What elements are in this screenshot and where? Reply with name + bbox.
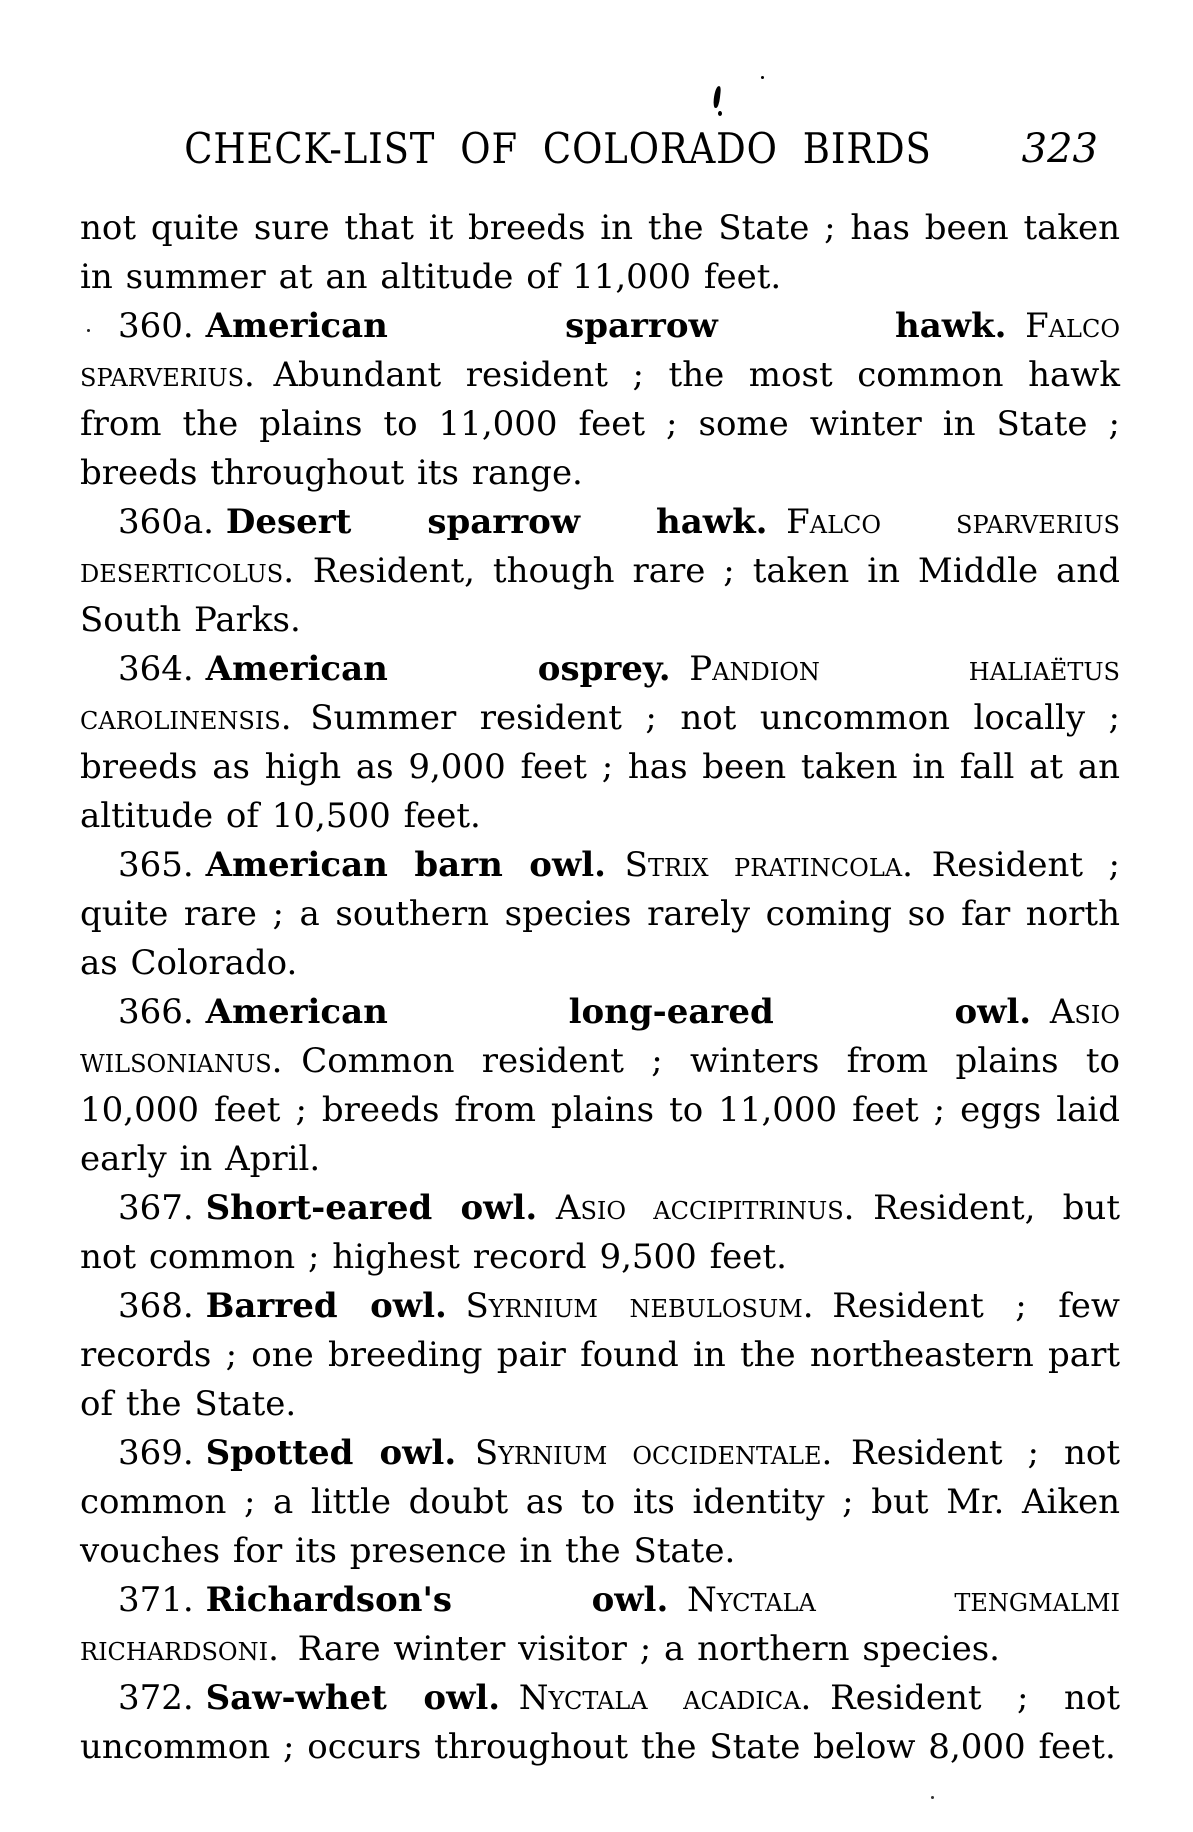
bird-entry xyxy=(80,1429,1120,1576)
entry-number: 366. xyxy=(118,992,194,1032)
entry-common-name: Desert sparrow hawk. xyxy=(225,502,768,542)
entry-description: Resident, but not common ; highest record 9,500 feet. xyxy=(80,1188,1120,1277)
entry-description: Resident ; not uncommon ; occurs throughout the State below 8,000 feet. xyxy=(80,1678,1121,1767)
entry-common-name: Barred owl. xyxy=(205,1286,447,1326)
entry-description: Common resident ; winters from plains to 10,000 feet ; breeds from plains to 11,000 feet ; eggs laid early in April. xyxy=(80,1041,1120,1179)
entry-description: Resident ; few records ; one breeding pair found in the northeastern part of the State. xyxy=(80,1286,1120,1424)
entry-common-name: Spotted owl. xyxy=(205,1433,457,1473)
entry-common-name: American sparrow hawk. xyxy=(205,306,1007,346)
entry-scientific-name: Nyctala acadica. xyxy=(518,1678,812,1718)
entry-number: 367. xyxy=(118,1188,194,1228)
entry-description: Summer resident ; not uncommon locally ; breeds as high as 9,000 feet ; has been taken in fall at an altitude of 10,500 feet. xyxy=(80,698,1120,836)
entry-number: 364. xyxy=(118,649,194,689)
entry-description: Resident, though rare ; taken in Middle and South Parks. xyxy=(80,551,1120,640)
entry-scientific-name: Nyctala tengmalmi richardsoni. xyxy=(80,1580,1120,1669)
entry-description: Abundant resident ; the most common hawk from the plains to 11,000 feet ; some winter in State ; breeds throughout its range. xyxy=(80,355,1120,493)
entry-common-name: Richardson's owl. xyxy=(205,1580,669,1620)
bird-entry xyxy=(80,1576,1120,1674)
entry-common-name: Saw-whet owl. xyxy=(205,1678,501,1718)
entry-scientific-name: Strix pratincola. xyxy=(624,845,913,885)
page-number: 323 xyxy=(1021,126,1098,172)
entry-number: 365. xyxy=(118,845,194,885)
entry-scientific-name: Asio wilsonianus. xyxy=(80,992,1120,1081)
bird-entry xyxy=(80,302,1120,498)
scan-noise-dot xyxy=(931,1796,934,1799)
bird-entry xyxy=(80,1184,1120,1282)
bird-entry xyxy=(80,1282,1120,1429)
page-header xyxy=(80,0,1120,178)
entry-scientific-name: Asio accipitrinus. xyxy=(555,1188,855,1228)
bird-entry xyxy=(80,841,1120,988)
entry-description: Rare winter visitor ; a northern species. xyxy=(297,1629,1000,1669)
intro-paragraph: not quite sure that it breeds in the State ; has been taken in summer at an altitude of 11,000 feet. xyxy=(80,208,1120,297)
entry-description: Resident ; quite rare ; a southern species rarely coming so far north as Colorado. xyxy=(80,845,1120,983)
entry-number: 372. xyxy=(118,1678,194,1718)
entry-number: 360a. xyxy=(118,502,214,542)
bird-entry xyxy=(80,1674,1120,1772)
entry-scientific-name: Syrnium occidentale. xyxy=(474,1433,833,1473)
running-title: CHECK-LIST OF COLORADO BIRDS xyxy=(184,124,932,173)
entry-common-name: American barn owl. xyxy=(205,845,606,885)
entry-description: Resident ; not common ; a little doubt as to its identity ; but Mr. Aiken vouches for its presence in the State. xyxy=(80,1433,1121,1571)
text-block xyxy=(80,204,1120,1772)
entry-number: 371. xyxy=(118,1580,194,1620)
entry-number: 360. xyxy=(118,306,194,346)
bird-entry xyxy=(80,645,1120,841)
bird-entry xyxy=(80,498,1120,645)
entry-number: 369. xyxy=(118,1433,194,1473)
entry-scientific-name: Falco sparverius. xyxy=(80,306,1120,395)
scan-noise-dot xyxy=(87,329,90,332)
entry-common-name: American osprey. xyxy=(205,649,671,689)
entry-common-name: Short-eared owl. xyxy=(205,1188,538,1228)
entry-common-name: American long-eared owl. xyxy=(205,992,1032,1032)
entry-scientific-name: Pandion haliaëtus carolinensis. xyxy=(80,649,1120,738)
bird-entry xyxy=(80,988,1120,1184)
entry-scientific-name: Syrnium nebulosum. xyxy=(465,1286,814,1326)
entry-number: 368. xyxy=(118,1286,194,1326)
entry-scientific-name: Falco sparverius deserticolus. xyxy=(80,502,1121,591)
